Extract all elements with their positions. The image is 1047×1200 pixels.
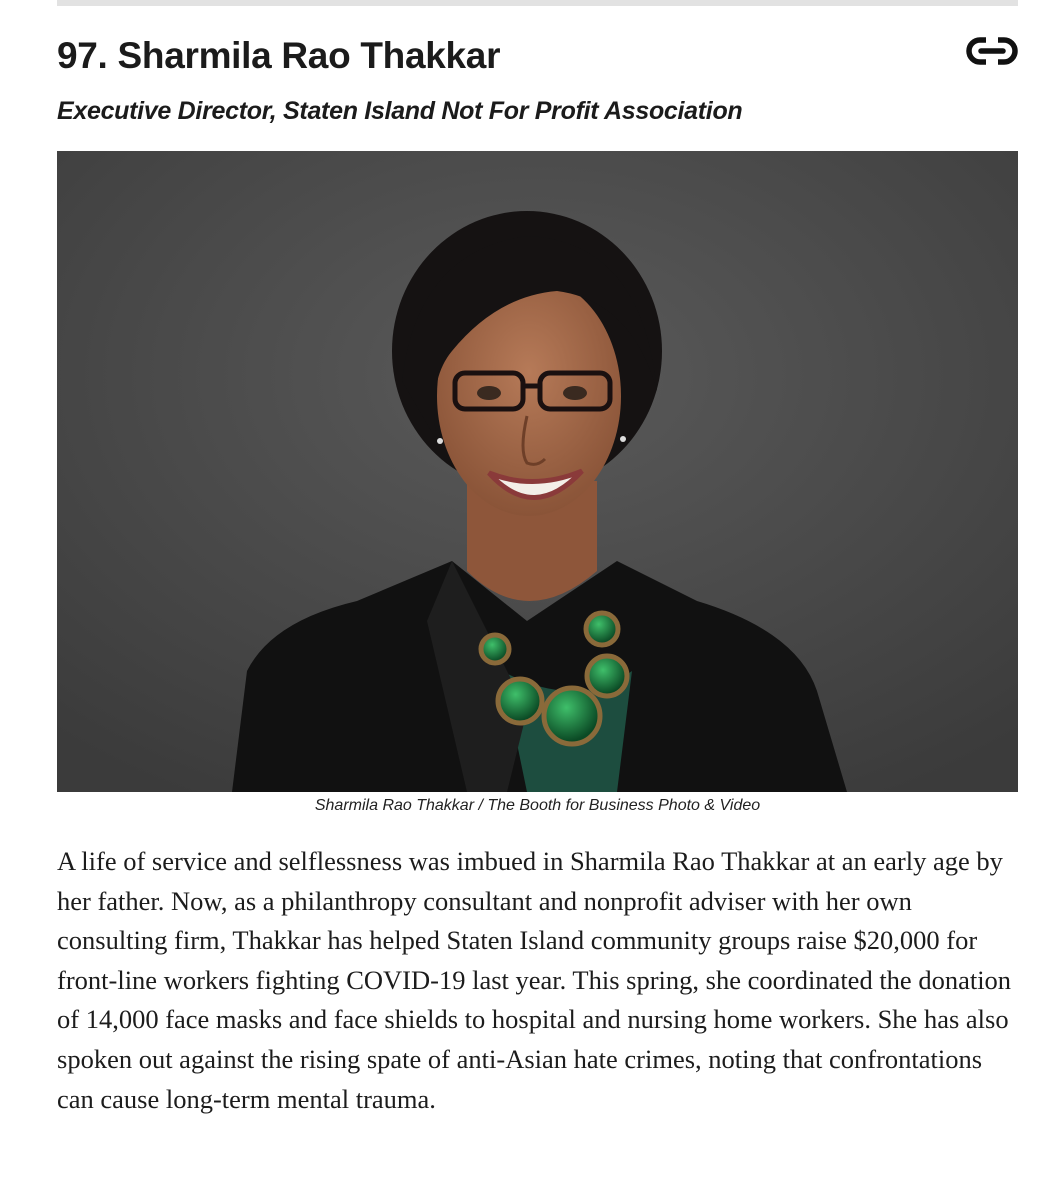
photo-caption: Sharmila Rao Thakkar / The Booth for Business Photo & Video: [314, 797, 761, 814]
portrait-photo: [57, 151, 1018, 792]
entry-title: 97. Sharmila Rao Thakkar: [57, 35, 501, 76]
link-icon: [966, 37, 1018, 65]
article-paragraph: A life of service and selflessness was imbued in Sharmila Rao Thakkar at an early age by her father. Now, as a philanthropy consultant and nonprofit adviser with her own consulting firm, Thakkar has helped Staten Island community groups raise $20,000 for front-line workers fighting COVID-19 last year. This spring, she coordinated the donation of 14,000 face masks and face shields to hospital and nursing home workers. She has also spoken out against the rising spate of anti-Asian hate crimes, noting that confrontations can cause long-term mental trauma.: [57, 846, 1012, 1114]
top-divider: [57, 0, 1018, 6]
entry-subtitle: Executive Director, Staten Island Not For Profit Association: [57, 97, 743, 125]
copy-link-button[interactable]: [962, 30, 1022, 72]
